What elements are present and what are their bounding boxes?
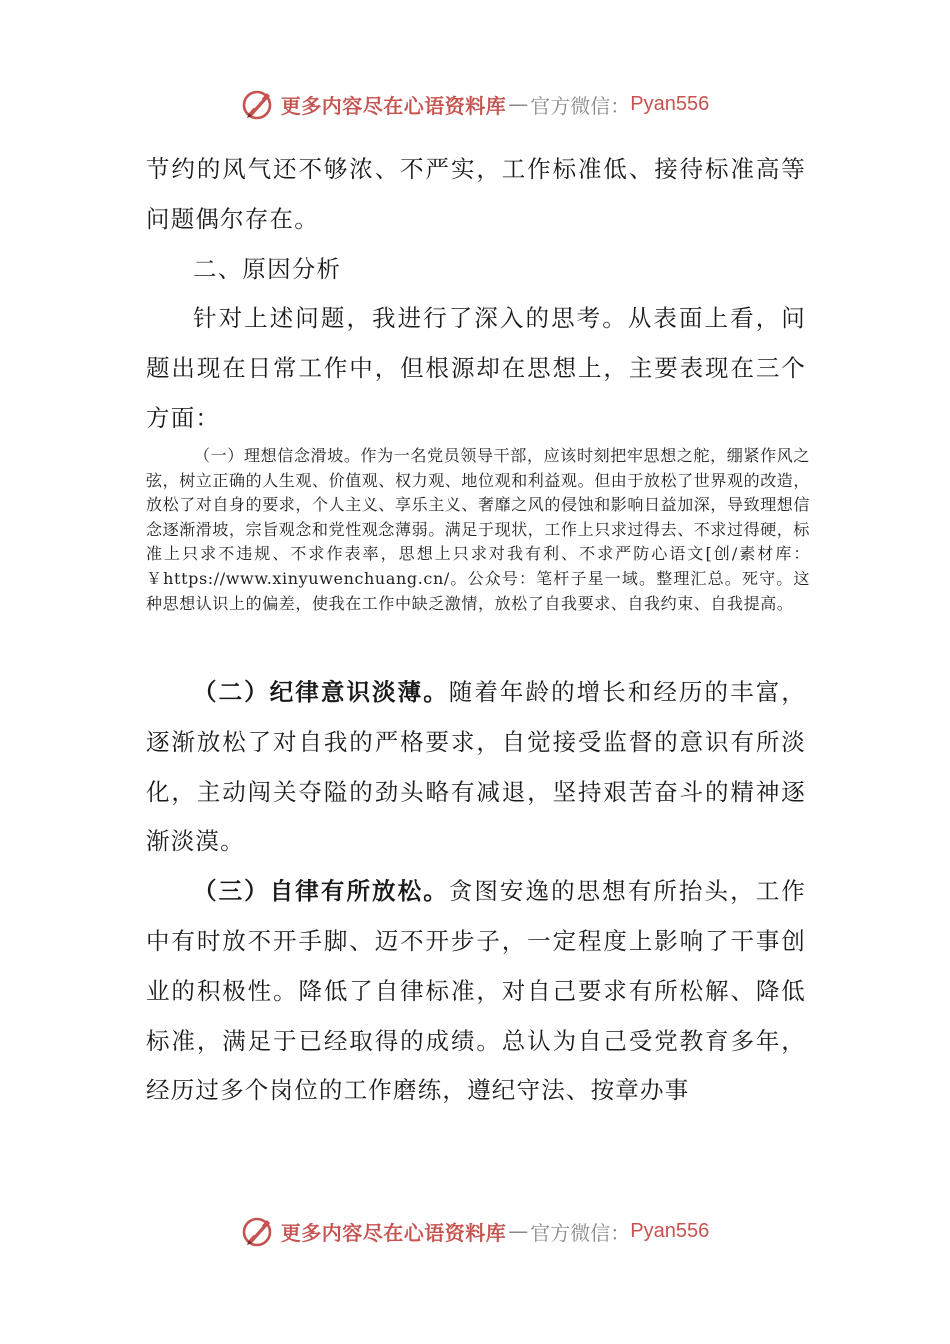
header-banner-wechat-label: 官方微信： <box>530 93 631 118</box>
header-banner-wechat-id: Pyan556 <box>630 92 710 115</box>
paragraph-item-2 <box>146 668 806 867</box>
document-body-bottom <box>146 668 806 1116</box>
item-2-title: （二）纪律意识淡薄。 <box>193 678 449 706</box>
section-heading: 二、原因分析 <box>193 254 342 283</box>
item-3-body: 贪图安逸的思想有所抬头，工作中有时放不开手脚、迈不开步子，一定程度上影响了干事创业的积极性。降低了自律标准，对自己要求有所松解、降低标准，满足于已经取得的成绩。总认为自己受党教育多年，经历过多个岗位的工作磨练，遵纪守法、按章办事 <box>146 877 806 1105</box>
item-2-body: 随着年龄的增长和经历的丰富，逐渐放松了对自我的严格要求，自觉接受监督的意识有所淡化，主动闯关夺隘的劲头略有减退，坚持艰苦奋斗的精神逐渐淡漠。 <box>146 678 806 856</box>
small-paragraph-text: （一）理想信念滑坡。作为一名党员领导干部，应该时刻把牢思想之舵，绷紧作风之弦，树立正确的人生观、价值观、权力观、地位观和利益观。但由于放松了世界观的改造，放松了对自身的要求，个人主义、享乐主义、奢靡之风的侵蚀和影响日益加深，导致理想信念逐渐滑坡，宗旨观念和党性观念薄弱。满足于现状，工作上只求过得去、不求过得硬，标准上只求不违规、不求作表率，思想上只求对我有利、不求严防心语文[创/素材库：￥https://www.xinyuwenchuang.cn/。公众号：笔杆子星一域。整理汇总。死守。这种思想认识上的偏差，使我在工作中缺乏激情，放松了自我要求、自我约束、自我提高。 <box>146 446 811 613</box>
document-body-top <box>146 145 806 444</box>
paragraph-top: 节约的风气还不够浓、不严实，工作标准低、接待标准高等问题偶尔存在。 <box>146 155 806 233</box>
item-3-title: （三）自律有所放松。 <box>193 877 449 906</box>
paragraph-item-3 <box>146 867 806 1116</box>
pen-logo-icon <box>241 87 275 121</box>
small-paragraph <box>146 444 810 616</box>
footer-banner-wechat-id: Pyan556 <box>630 1219 710 1242</box>
footer-banner-title: 更多内容尽在心语资料库 <box>280 1220 507 1245</box>
header-banner-dash: — <box>508 92 529 116</box>
footer-banner-dash: — <box>508 1219 529 1243</box>
header-banner <box>0 84 950 124</box>
footer-banner-wechat-label: 官方微信： <box>530 1220 631 1245</box>
header-banner-title: 更多内容尽在心语资料库 <box>280 93 507 118</box>
paragraph-intro: 针对上述问题，我进行了深入的思考。从表面上看，问题出现在日常工作中，但根源却在思想上，主要表现在三个方面： <box>146 304 806 432</box>
footer-banner <box>0 1211 950 1251</box>
pen-logo-icon <box>241 1214 275 1248</box>
